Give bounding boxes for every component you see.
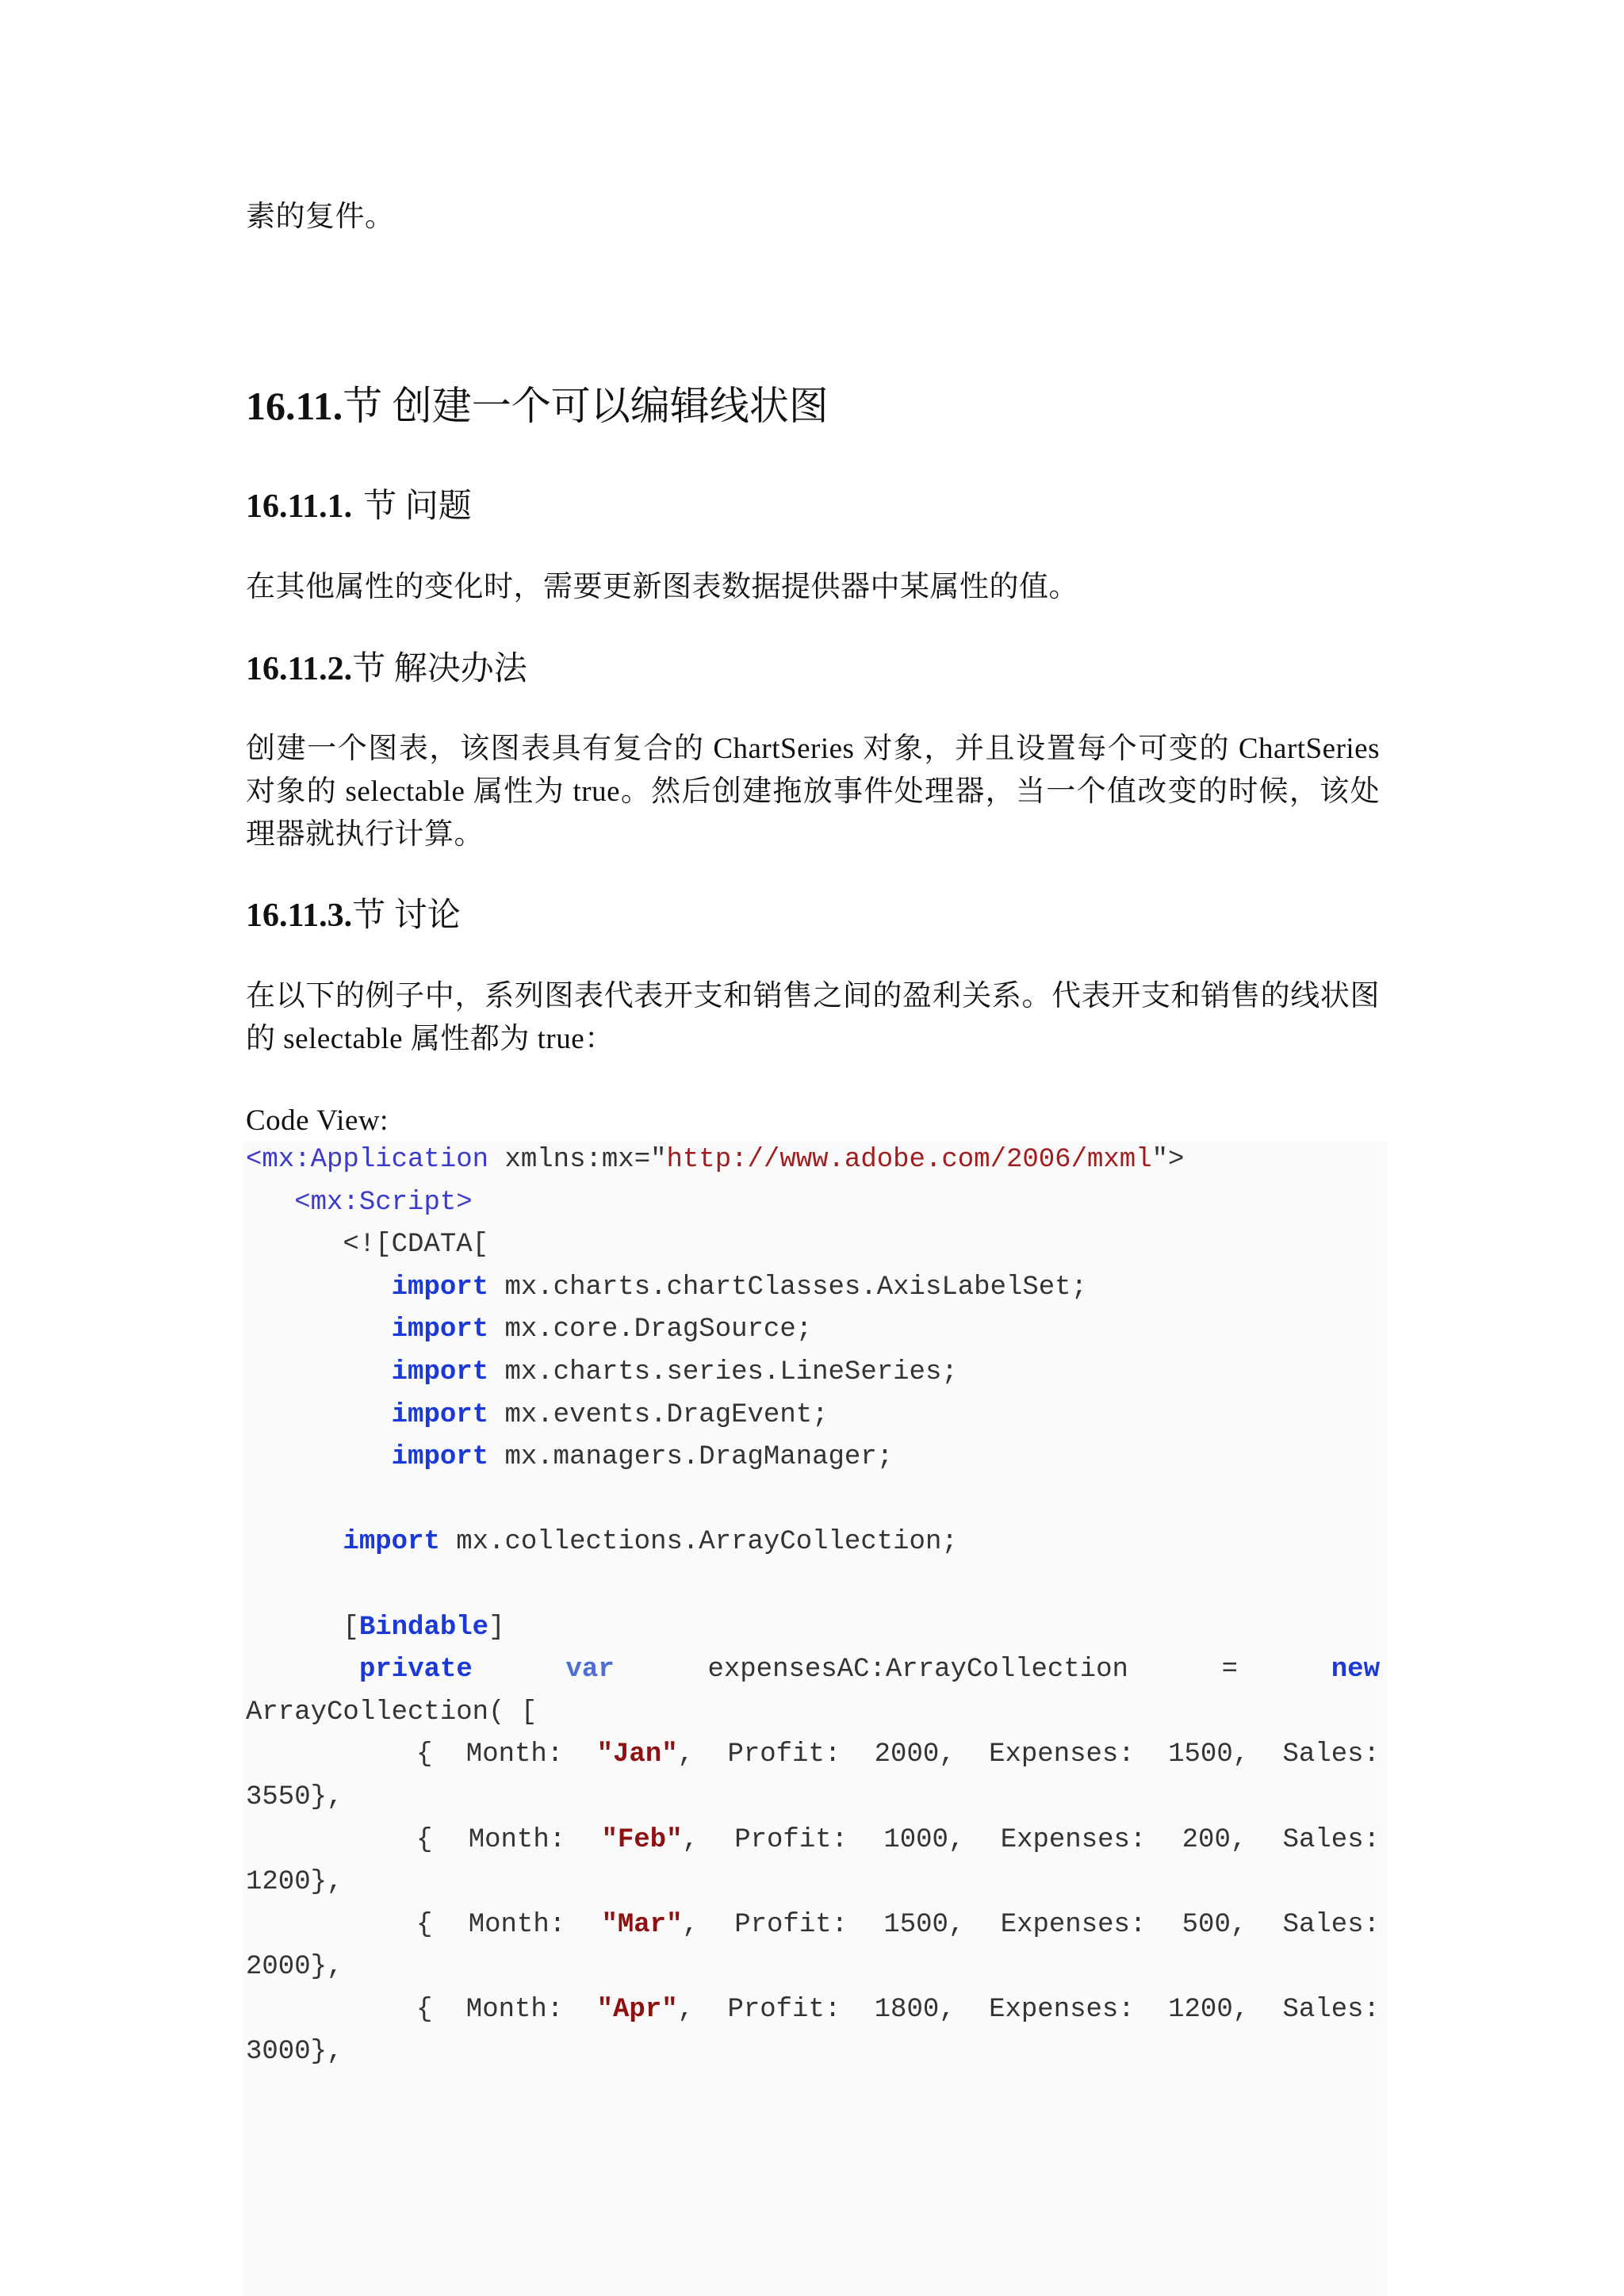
code-token: mx.charts.chartClasses.AxisLabelSet; [488,1272,1087,1303]
solution-number: 16.11.2. [246,651,353,687]
code-token: ArrayCollection( [ [246,1697,538,1728]
code-token: http://www.adobe.com/2006/mxml [666,1145,1152,1175]
code-line [246,2031,1380,2074]
code-token: Profit: [734,1824,848,1855]
code-token: Sales: [1282,1994,1380,2025]
code-token: 3000}, [246,2037,343,2068]
code-line [246,1904,1380,1947]
code-token: new [1331,1655,1380,1686]
code-token: 3550}, [246,1781,343,1812]
code-token: import [391,1357,489,1387]
code-token: 1800, [874,1994,956,2025]
code-token: 500, [1182,1909,1247,1940]
code-token: Expenses: [989,1739,1135,1770]
code-token: <mx:Application [246,1145,489,1175]
section-heading [246,382,1380,430]
code-line [246,1521,1380,1564]
code-token: "Feb" [601,1824,683,1855]
code-token: Profit: [727,1739,841,1770]
code-token: mx.charts.series.LineSeries; [488,1357,958,1387]
code-blank-line [246,1479,1380,1522]
code-line [246,1267,1380,1310]
code-token: import [391,1272,489,1303]
code-token: Month: [468,1824,566,1855]
code-token: { [416,1824,433,1855]
problem-title: 节 问题 [363,488,472,525]
code-token: { [416,1909,433,1940]
discussion-body: 在以下的例子中，系列图表代表开支和销售之间的盈利关系。代表开支和销售的线状图的 selectable 属性都为 true： [246,980,1380,1055]
code-line [246,1820,1380,1862]
code-token: 1500, [1168,1739,1250,1770]
code-token: , [682,1909,699,1940]
code-token: 1500, [883,1909,965,1940]
code-token: <![CDATA[ [343,1230,489,1261]
code-token: "Mar" [601,1909,683,1940]
code-token: xmlns:mx=" [488,1145,667,1175]
code-line [246,1989,1380,2032]
section-number: 16.11. [246,384,343,428]
code-token: 1200}, [246,1867,343,1898]
code-token: 200, [1182,1824,1247,1855]
code-line [246,1182,1380,1225]
code-token: Expenses: [1000,1909,1147,1940]
code-token: <mx:Script> [294,1187,473,1218]
code-token: , [677,1739,695,1770]
code-token: Expenses: [989,1994,1135,2025]
solution-heading [246,648,1380,691]
discussion-title: 节 讨论 [352,897,461,934]
code-token: Sales: [1282,1739,1380,1770]
code-token: Month: [465,1994,564,2025]
code-line [246,1224,1380,1267]
discussion-number: 16.11.3. [246,897,353,934]
code-token: Bindable [358,1612,489,1643]
continuation-text: 素的复件。 [246,201,395,233]
code-token: { [416,1739,433,1770]
code-line [246,1777,1380,1820]
problem-body: 在其他属性的变化时，需要更新图表数据提供器中某属性的值。 [246,571,1078,603]
code-blank-line [246,1564,1380,1607]
code-view-label: Code View: [246,1104,389,1137]
code-token: 1000, [883,1824,965,1855]
code-token: 2000}, [246,1952,343,1983]
code-line [246,1734,1380,1777]
code-token: , [682,1824,699,1855]
code-line [246,1309,1380,1352]
code-token: = [1221,1655,1239,1686]
code-line [246,1395,1380,1437]
code-token: import [343,1527,440,1558]
code-token: { [416,1994,433,2025]
section-title: 节 创建一个可以编辑线状图 [343,384,829,428]
code-token: expensesAC:ArrayCollection [707,1655,1128,1686]
code-token: , [677,1994,695,2025]
code-token: mx.collections.ArrayCollection; [439,1527,958,1558]
code-token: var [565,1655,615,1686]
code-token: "> [1151,1145,1185,1175]
code-token: Profit: [727,1994,841,2025]
code-token: Sales: [1282,1824,1380,1855]
code-listing [246,1139,1380,2074]
code-token: Profit: [734,1909,848,1940]
code-token: mx.core.DragSource; [488,1314,813,1345]
code-line [246,1607,1380,1650]
code-line [246,1352,1380,1395]
problem-number: 16.11.1. [246,488,353,525]
solution-title: 节 解决办法 [352,651,527,687]
code-token: 2000, [874,1739,956,1770]
code-token: Expenses: [1000,1824,1147,1855]
code-token: Sales: [1282,1909,1380,1940]
solution-body: 创建一个图表，该图表具有复合的 ChartSeries 对象，并且设置每个可变的 ChartSeries 对象的 selectable 属性为 true。然后创建拖放事件处理器，当一个值改变的时候，该处理器就执行计算。 [246,733,1380,851]
code-token: 1200, [1168,1994,1250,2025]
code-token: mx.events.DragEvent; [488,1399,829,1430]
code-token: import [391,1399,489,1430]
code-token: [ [343,1612,359,1643]
code-token: import [391,1442,489,1473]
code-line [246,1692,1380,1735]
code-token: Month: [465,1739,564,1770]
code-line [246,1139,1380,1182]
discussion-heading [246,894,1380,937]
code-token: "Apr" [596,1994,678,2025]
code-line [246,1437,1380,1479]
code-line [246,1946,1380,1989]
problem-heading [246,485,1380,528]
code-token: "Jan" [596,1739,678,1770]
code-token: mx.managers.DragManager; [488,1442,894,1473]
code-token: Month: [468,1909,566,1940]
code-token: private [359,1655,473,1686]
code-token: import [391,1314,489,1345]
code-line [246,1649,1380,1692]
code-token: ] [488,1612,505,1643]
code-line [246,1862,1380,1904]
